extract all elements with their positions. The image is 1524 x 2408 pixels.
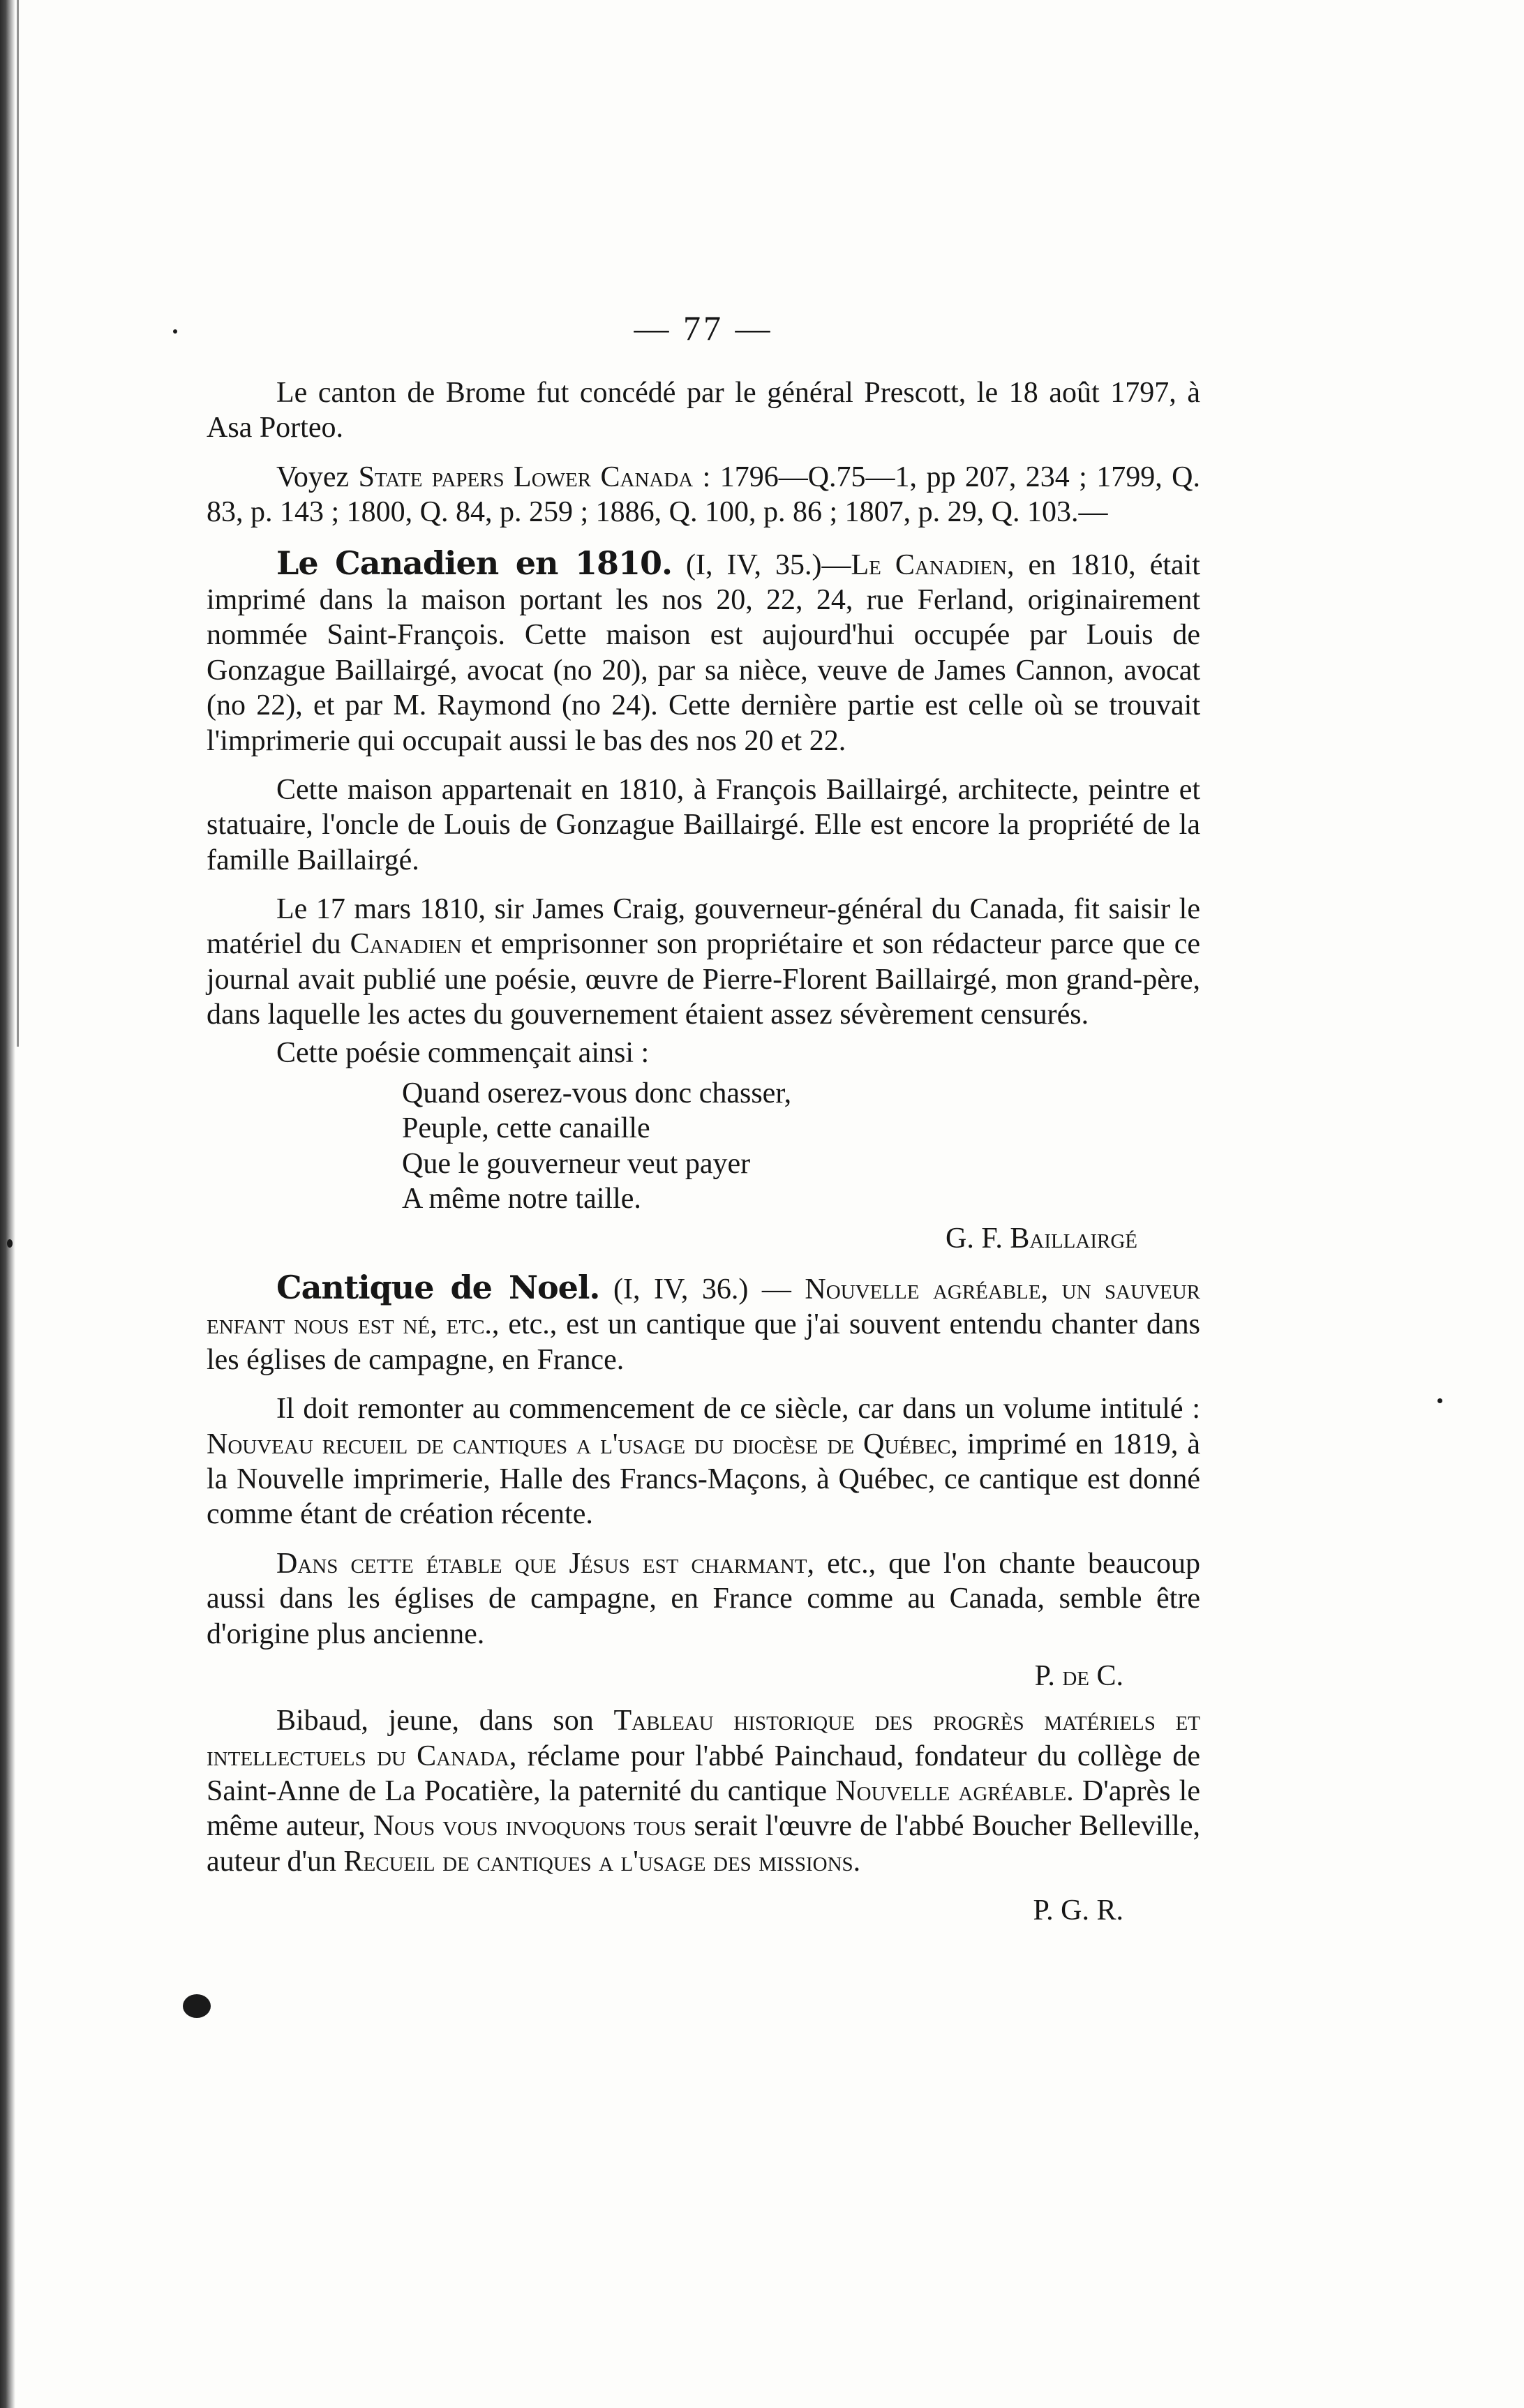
ink-speck (173, 329, 177, 334)
cantique-title: Dans cette étable que Jésus est charmant (276, 1547, 807, 1580)
paragraph-text: Il doit remonter au commencement de ce siècle, car dans un volume intitulé : (276, 1393, 1200, 1426)
paragraph-text: , réclame pour l'abbé Painchaud, fondateur du collège de Saint-Anne de La Pocatière, la paternité du cantique (207, 1740, 1200, 1808)
paragraph-poesie-intro (207, 1035, 1200, 1070)
book-title: Tableau historique des progrès matériels et intellectuels du Canada (207, 1705, 1201, 1772)
scan-binding-line (17, 0, 19, 1047)
signature: P. G. R. (1033, 1894, 1123, 1927)
document-page (207, 307, 1200, 1941)
cantique-title: Nouvelle agréable (835, 1775, 1067, 1808)
paragraph-text: , etc., que l'on chante beaucoup aussi dans les églises de campagne, en France comme au Canada, semble être d'origine plus ancienne. (207, 1547, 1200, 1650)
poem-line: Quand oserez-vous donc chasser, (402, 1077, 792, 1110)
entry-cantique (207, 1269, 1200, 1377)
paragraph-text: serait l'œuvre de l'abbé Boucher Belleville, auteur d'un (207, 1810, 1200, 1878)
paragraph-text: Le canton de Brome fut concédé par le général Prescott, le 18 août 1797, à Asa Porteo. (207, 377, 1200, 444)
paragraph-text: Le 17 mars 1810, sir James Craig, gouverneur-général du Canada, fit saisir le matériel du (207, 893, 1200, 961)
page-number: — 77 — (634, 308, 773, 347)
paragraph-bibaud (207, 1703, 1200, 1879)
paragraph-text: Cette poésie commençait ainsi : (276, 1036, 650, 1069)
entry-title: Cantique de Noel. (276, 1268, 600, 1306)
cantique-title: Nous vous invoquons tous (373, 1810, 687, 1843)
ink-speck (1437, 1398, 1442, 1403)
paragraph-text: Bibaud, jeune, dans son (276, 1705, 614, 1737)
paragraph-craig (207, 892, 1200, 1033)
paragraph-text: Voyez (276, 461, 359, 493)
signature: P. de C. (1034, 1659, 1123, 1692)
poem (402, 1076, 1200, 1217)
ink-blot (183, 1994, 211, 2018)
entry-ref: (I, IV, 35.)— (672, 548, 851, 581)
cantique-title: Nouvelle agréable, un sauveur enfant nous est né, etc. (207, 1273, 1200, 1341)
paragraph-text: , etc., est un cantique que j'ai souvent entendu chanter dans les églises de campagne, en France. (207, 1308, 1200, 1376)
poem-line: Que le gouverneur veut payer (402, 1147, 751, 1180)
paragraph-voyez (207, 460, 1200, 530)
paragraph-text: , en 1810, était imprimé dans la maison portant les nos 20, 22, 24, rue Ferland, originairement nommée Saint-François. Cette maison est aujourd'hui occupée par Louis de Gonzague Baillairgé, avocat (no 20), par sa nièce, veuve de James Cannon, avocat (no 22), et par M. Raymond (no 24). Cette dernière partie est celle où se trouvait l'imprimerie qui occupait aussi le bas des nos 20 et 22. (207, 548, 1200, 757)
paragraph-remonter (207, 1391, 1200, 1532)
poem-line: Peuple, cette canaille (402, 1112, 650, 1145)
paragraph-text: et emprisonner son propriétaire et son rédacteur parce que ce journal avait publié une poésie, œuvre de Pierre-Florent Baillairgé, mon grand-père, dans laquelle les actes du gouvernement étaient assez sévèrement censurés. (207, 928, 1200, 1031)
paragraph-brome (207, 375, 1200, 446)
paragraph-text: Cette maison appartenait en 1810, à François Baillairgé, architecte, peintre et statuaire, l'oncle de Louis de Gonzague Baillairgé. Elle est encore la propriété de la famille Baillairgé. (207, 773, 1200, 876)
reference-title: State papers Lower Canada (358, 461, 694, 493)
paragraph-maison (207, 772, 1200, 878)
newspaper-name: Canadien (350, 928, 462, 961)
paragraph-text: : 1796—Q.75—1, pp 207, 234 ; 1799, Q. 83, p. 143 ; 1800, Q. 84, p. 259 ; 1886, Q. 100, p. 86 ; 1807, p. 29, Q. 103.— (207, 461, 1201, 529)
book-title: Recueil de cantiques a l'usage des missions (343, 1845, 853, 1878)
signature: G. F. Baillairgé (946, 1222, 1137, 1255)
ink-speck (7, 1239, 13, 1248)
paragraph-text: . (853, 1845, 861, 1878)
paragraph-etable (207, 1546, 1200, 1652)
entry-title: Le Canadien en 1810. (276, 544, 673, 582)
book-title: Nouveau recueil de cantiques a l'usage du diocèse de Québec (207, 1428, 951, 1460)
entry-ref: (I, IV, 36.) — (599, 1273, 805, 1306)
paragraph-text: , imprimé en 1819, à la Nouvelle imprimerie, Halle des Francs-Maçons, à Québec, ce cantique est donné comme étant de création récente. (207, 1428, 1200, 1531)
newspaper-name: Le Canadien (851, 548, 1007, 581)
scan-binding-edge (0, 0, 15, 2408)
paragraph-text: . D'après le même auteur, (207, 1775, 1200, 1843)
entry-canadien (207, 544, 1200, 758)
poem-line: A même notre taille. (402, 1183, 641, 1216)
